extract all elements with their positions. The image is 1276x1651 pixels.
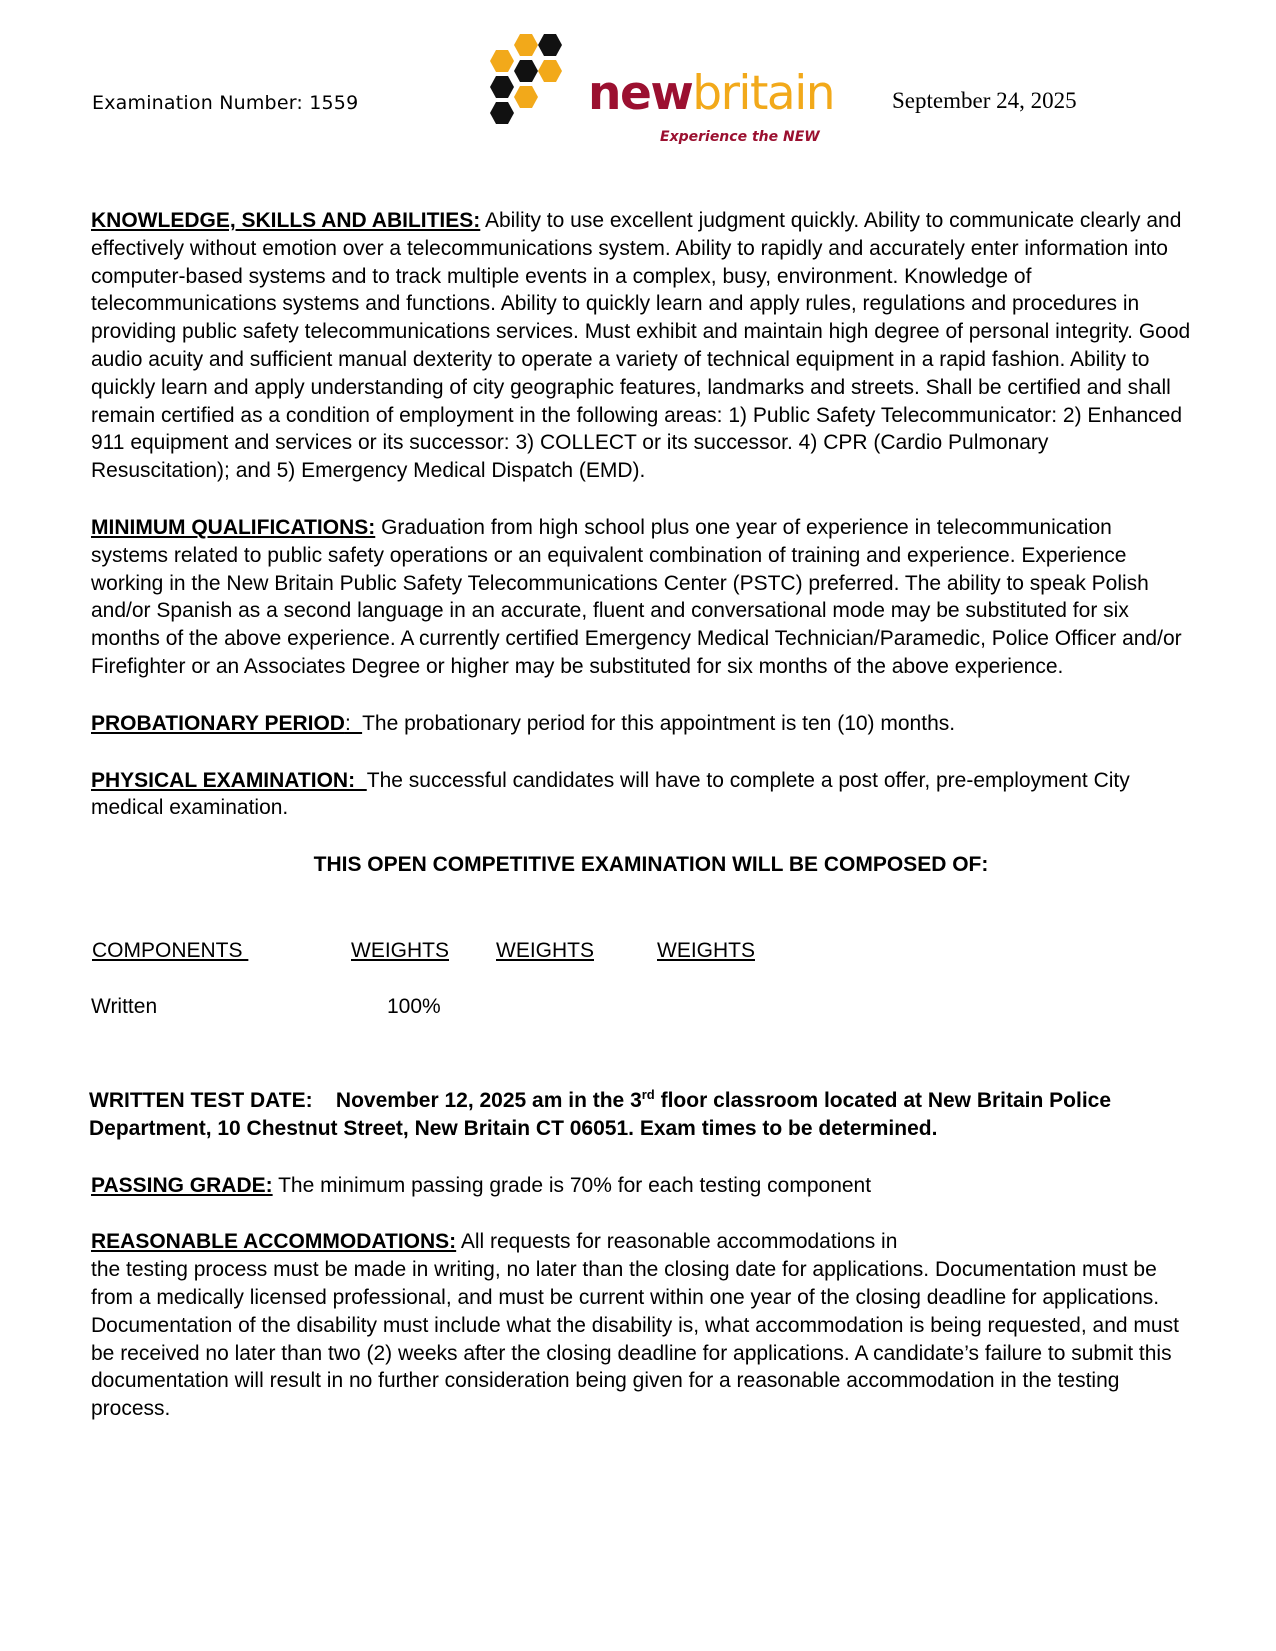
new-britain-logo (488, 28, 835, 148)
written-test-text-b: floor classroom located at New Britain Police Department, 10 Chestnut Street, New Britain CT 06051. Exam times to be determined. (89, 1088, 1112, 1140)
accommodations-heading: REASONABLE ACCOMMODATIONS: (91, 1230, 457, 1254)
probation-section (91, 710, 1191, 738)
accommodations-text-rest: the testing process must be made in writing, no later than the closing date for applications. Documentation must be from a medically licensed professional, and must be current within one year of the closing deadline for applications. Documentation of the disability must include what the disability is, what accommodation is being requested, and must be received no later than two (2) weeks after the closing deadline for applications. A candidate’s failure to submit this documentation will result in no further consideration being given for a reasonable accommodation in the testing process. (91, 1258, 1179, 1421)
accommodations-section (91, 1228, 1191, 1423)
hex-gold-3 (538, 60, 562, 82)
ksa-section (91, 207, 1191, 485)
passing-section (91, 1172, 1191, 1200)
hex-gold-4 (514, 86, 538, 108)
physical-heading: PHYSICAL EXAMINATION: (91, 768, 367, 792)
written-test-text-a: November 12, 2025 am in the 3 (312, 1088, 642, 1112)
composed-title: THIS OPEN COMPETITIVE EXAMINATION WILL BE COMPOSED OF: (313, 853, 989, 877)
min-qual-text: Graduation from high school plus one year of experience in telecommunication systems related to public safety operations or an equivalent combination of training and experience. Experience working in the New Britain Public Safety Telecommunications Center (PSTC) preferred. The ability to speak Polish and/or Spanish as a second language in an accurate, fluent and conversational mode may be substituted for six months of the above experience. A currently certified Emergency Medical Technician/Paramedic, Police Officer and/or Firefighter or an Associates Degree or higher may be substituted for six months of the above experience. (91, 515, 1182, 678)
probation-heading: PROBATIONARY PERIOD (91, 711, 345, 735)
probation-text: The probationary period for this appointment is ten (10) months. (362, 711, 956, 735)
col-header-weights-3: WEIGHTS (657, 938, 755, 962)
written-test-sup: rd (641, 1086, 655, 1102)
document-body (91, 207, 1191, 1452)
probation-colon: : (344, 711, 363, 735)
hex-black-2 (514, 60, 538, 82)
component-weight-written: 100% (387, 994, 441, 1018)
ksa-text: Ability to use excellent judgment quickly. Ability to communicate clearly and effectively without emotion over a telecommunications system. Ability to rapidly and accurately enter information into computer-based systems and to track multiple events in a complex, busy, environment. Knowledge of telecommunications systems and functions. Ability to quickly learn and apply rules, regulations and procedures in providing public safety telecommunications services. Must exhibit and maintain high degree of personal integrity. Good audio acuity and sufficient manual dexterity to operate a variety of technical equipment in a rapid fashion. Ability to quickly learn and apply understanding of city geographic features, landmarks and streets. Shall be certified and shall remain certified as a condition of employment in the following areas: 1) Public Safety Telecommunicator: 2) Enhanced 911 equipment and services or its successor: 3) COLLECT or its successor. 4) CPR (Cardio Pulmonary Resuscitation); and 5) Emergency Medical Dispatch (EMD). (91, 209, 1191, 483)
logo-word-britain: britain (692, 66, 835, 121)
physical-text: The successful candidates will have to complete a post offer, pre-employment City medical examination. (91, 768, 1130, 820)
components-table (91, 937, 1191, 1045)
component-name-written: Written (91, 994, 158, 1018)
hex-black-1 (538, 34, 562, 56)
hex-black-3 (490, 76, 514, 98)
ksa-heading: KNOWLEDGE, SKILLS AND ABILITIES: (91, 209, 481, 232)
logo-word-new: new (588, 66, 693, 121)
examination-number: Examination Number: 1559 (92, 92, 359, 114)
accommodations-text-first: All requests for reasonable accommodations in (456, 1230, 898, 1254)
written-test-label: WRITTEN TEST DATE: (89, 1088, 313, 1112)
min-qual-heading: MINIMUM QUALIFICATIONS: (91, 515, 376, 539)
physical-section (91, 767, 1191, 823)
document-date: September 24, 2025 (892, 88, 1077, 113)
hex-gold-2 (490, 50, 514, 72)
hex-black-4 (490, 102, 514, 124)
col-header-weights-1: WEIGHTS (351, 938, 449, 962)
passing-text: The minimum passing grade is 70% for each testing component (272, 1173, 872, 1197)
passing-heading: PASSING GRADE: (91, 1173, 273, 1197)
min-qual-section (91, 514, 1191, 681)
logo-wordmark (588, 66, 835, 121)
logo-tagline: Experience the NEW (660, 129, 820, 145)
col-header-components: COMPONENTS (92, 938, 249, 962)
written-test-section (89, 1087, 1191, 1143)
col-header-weights-2: WEIGHTS (496, 938, 594, 962)
hex-gold-1 (514, 34, 538, 56)
